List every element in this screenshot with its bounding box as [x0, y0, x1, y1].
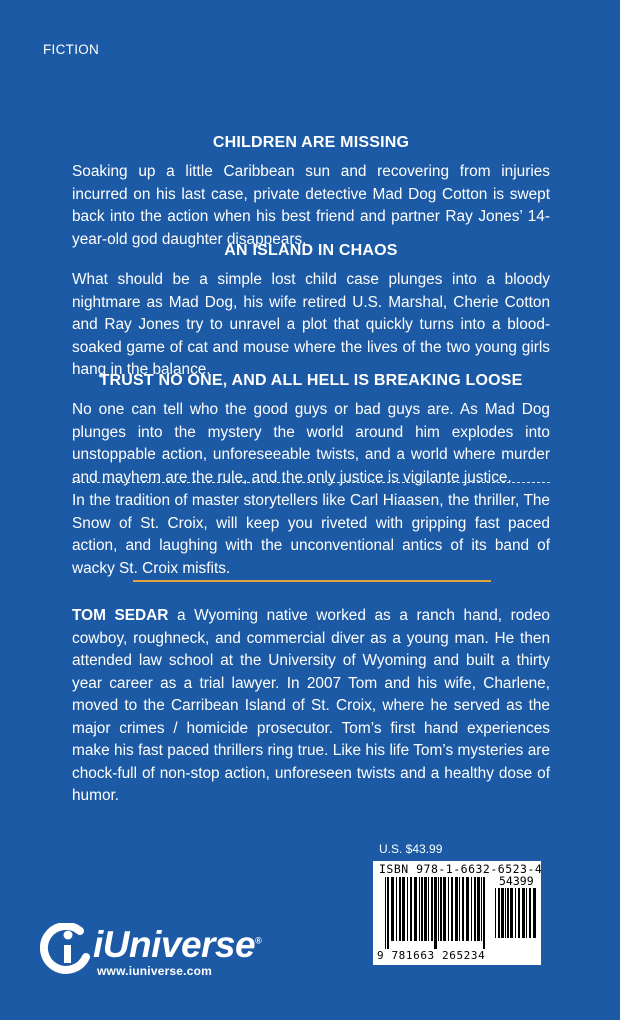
section-body: Soaking up a little Caribbean sun and recovering from injuries incurred on his last case, private detective Mad Dog Cotton is swept back into the action when his best friend and partner Ray Jones’ 14-year-old god daughter disappears. — [72, 163, 550, 248]
tradition-blurb — [72, 490, 550, 580]
addon-barcode-bars — [495, 888, 537, 946]
barcode-bar — [419, 877, 420, 941]
barcode-bar — [515, 888, 516, 938]
barcode-bar — [495, 888, 496, 938]
barcode-bar — [385, 877, 386, 949]
barcode-bar — [387, 877, 389, 949]
addon-number: 54399 — [499, 874, 534, 888]
section-heading: AN ISLAND IN CHAOS — [224, 242, 398, 259]
dashed-divider — [72, 482, 550, 483]
barcode-bar — [459, 877, 460, 941]
author-bio — [72, 605, 550, 808]
barcode-bar — [448, 877, 449, 941]
barcode-bar — [455, 877, 458, 941]
publisher-name: iUniverse® — [93, 924, 262, 965]
barcode-bar — [462, 877, 464, 941]
barcode-bar — [505, 888, 506, 938]
barcode-bar — [474, 877, 476, 941]
ean-number: 9 781663 265234 — [377, 949, 486, 962]
publisher-url: www.iuniverse.com — [97, 964, 212, 978]
barcode-bar — [396, 877, 397, 941]
barcode-bar — [440, 877, 442, 941]
barcode-bar — [529, 888, 531, 938]
section-body: What should be a simple lost child case plunges into a bloody nightmare as Mad Dog, his wife retired U.S. Marshal, Cherie Cotton and Ray Jones try to unravel a plot that quickly turns into a blood-soaked game of cat and mouse where the lives of the two young girls hang in the balance. — [72, 271, 550, 378]
barcode-bar — [507, 888, 509, 938]
barcode-bar — [498, 888, 500, 938]
section-body: No one can tell who the good guys or bad guys are. As Mad Dog plunges into the mystery the world around him explodes into unstoppable action, unforeseeable twists, and a world where murder and mayhem are the rule, and the only justice is vigilante justice. — [72, 401, 550, 486]
section-island-chaos — [72, 242, 550, 382]
gold-divider — [133, 580, 491, 582]
section-children-missing — [72, 134, 550, 251]
iuniverse-swirl-icon — [40, 923, 92, 975]
barcode-bar — [466, 877, 469, 941]
barcode-bar — [399, 877, 401, 941]
price-label: U.S. $43.99 — [379, 842, 443, 856]
barcode-bar — [481, 877, 482, 941]
isbn-text: ISBN 978-1-6632-6523-4 — [379, 862, 543, 876]
publisher-logo — [40, 921, 280, 991]
section-heading: CHILDREN ARE MISSING — [212, 134, 410, 151]
author-bio-text: a Wyoming native worked as a ranch hand, rodeo cowboy, roughneck, and commercial diver as a young man. He then attended law school at the University of Wyoming and built a thirty year career as a trial lawyer. In 2007 Tom and his wife, Charlene, moved to the Carribean Island of St. Croix, where he served as the major crimes / homicide prosecutor. Tom’s first hand experiences make his fast paced thrillers ring true. Like his life Tom’s mysteries are chock-full of non-stop action, unforeseen twists and a healthy dose of humor. — [72, 607, 550, 804]
isbn-barcode — [373, 861, 541, 965]
barcode-bar — [533, 888, 536, 938]
tradition-text: In the tradition of master storytellers like Carl Hiaasen, the thriller, The Snow of St. Croix, will keep you riveted with gripping fast paced action, and laughing with the unconventional antics of its band of wacky St. Croix misfits. — [72, 492, 550, 577]
barcode-bar — [522, 888, 525, 938]
barcode-bar — [402, 877, 405, 941]
barcode-bar — [391, 877, 394, 941]
barcode-bar — [471, 877, 472, 941]
barcode-bar — [434, 877, 437, 949]
barcode-bar — [438, 877, 439, 941]
barcode-bar — [483, 877, 485, 949]
barcode-bar — [443, 877, 446, 941]
barcode-bar — [451, 877, 453, 941]
barcode-bar — [428, 877, 429, 941]
ean-barcode-bars — [385, 877, 489, 949]
barcode-bar — [407, 877, 408, 941]
barcode-bar — [510, 888, 513, 938]
barcode-bar — [421, 877, 423, 941]
barcode-bar — [477, 877, 480, 941]
barcode-bar — [501, 888, 504, 938]
section-heading: TRUST NO ONE, AND ALL HELL IS BREAKING LOOSE — [99, 372, 523, 389]
barcode-bar — [526, 888, 527, 938]
barcode-bar — [414, 877, 417, 941]
genre-label: FICTION — [43, 42, 100, 57]
barcode-bar — [431, 877, 433, 941]
barcode-bar — [518, 888, 520, 938]
barcode-bar — [410, 877, 412, 941]
barcode-bar — [424, 877, 427, 941]
author-name: TOM SEDAR — [72, 607, 169, 624]
section-trust-no-one — [72, 372, 550, 489]
